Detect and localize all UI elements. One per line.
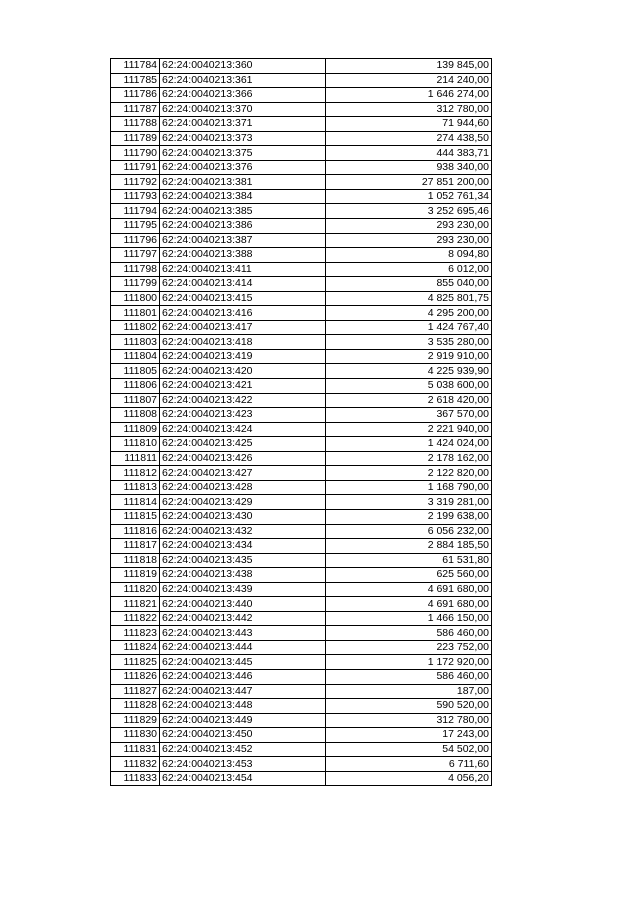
row-number-cell: 111831 — [111, 742, 160, 757]
row-number-cell: 111810 — [111, 437, 160, 452]
value-cell: 312 780,00 — [326, 713, 492, 728]
table-row — [111, 408, 492, 423]
row-number-cell: 111788 — [111, 117, 160, 132]
cadastral-number-cell: 62:24:0040213:414 — [160, 277, 326, 292]
table-row — [111, 349, 492, 364]
value-cell: 2 199 638,00 — [326, 509, 492, 524]
value-cell: 4 295 200,00 — [326, 306, 492, 321]
table-row — [111, 509, 492, 524]
table-row — [111, 480, 492, 495]
row-number-cell: 111801 — [111, 306, 160, 321]
value-cell: 27 851 200,00 — [326, 175, 492, 190]
value-cell: 274 438,50 — [326, 131, 492, 146]
row-number-cell: 111822 — [111, 611, 160, 626]
cadastral-number-cell: 62:24:0040213:449 — [160, 713, 326, 728]
table-row — [111, 248, 492, 263]
value-cell: 4 691 680,00 — [326, 582, 492, 597]
cadastral-number-cell: 62:24:0040213:423 — [160, 408, 326, 423]
value-cell: 223 752,00 — [326, 640, 492, 655]
value-cell: 139 845,00 — [326, 59, 492, 74]
row-number-cell: 111795 — [111, 219, 160, 234]
value-cell: 1 466 150,00 — [326, 611, 492, 626]
row-number-cell: 111811 — [111, 451, 160, 466]
cadastral-number-cell: 62:24:0040213:429 — [160, 495, 326, 510]
table-row — [111, 611, 492, 626]
value-cell: 1 424 024,00 — [326, 437, 492, 452]
table-row — [111, 189, 492, 204]
cadastral-number-cell: 62:24:0040213:370 — [160, 102, 326, 117]
value-cell: 3 252 695,46 — [326, 204, 492, 219]
value-cell: 625 560,00 — [326, 568, 492, 583]
row-number-cell: 111828 — [111, 699, 160, 714]
cadastral-number-cell: 62:24:0040213:430 — [160, 509, 326, 524]
table-body — [111, 59, 492, 786]
value-cell: 6 012,00 — [326, 262, 492, 277]
row-number-cell: 111813 — [111, 480, 160, 495]
cadastral-number-cell: 62:24:0040213:425 — [160, 437, 326, 452]
cadastral-number-cell: 62:24:0040213:444 — [160, 640, 326, 655]
cadastral-number-cell: 62:24:0040213:385 — [160, 204, 326, 219]
row-number-cell: 111820 — [111, 582, 160, 597]
row-number-cell: 111807 — [111, 393, 160, 408]
value-cell: 5 038 600,00 — [326, 379, 492, 394]
cadastral-number-cell: 62:24:0040213:361 — [160, 73, 326, 88]
table-row — [111, 742, 492, 757]
table-row — [111, 146, 492, 161]
value-cell: 590 520,00 — [326, 699, 492, 714]
cadastral-number-cell: 62:24:0040213:427 — [160, 466, 326, 481]
row-number-cell: 111794 — [111, 204, 160, 219]
value-cell: 293 230,00 — [326, 219, 492, 234]
table-row — [111, 117, 492, 132]
table-row — [111, 422, 492, 437]
cadastral-number-cell: 62:24:0040213:434 — [160, 539, 326, 554]
row-number-cell: 111832 — [111, 757, 160, 772]
cadastral-number-cell: 62:24:0040213:376 — [160, 160, 326, 175]
row-number-cell: 111808 — [111, 408, 160, 423]
row-number-cell: 111784 — [111, 59, 160, 74]
cadastral-number-cell: 62:24:0040213:453 — [160, 757, 326, 772]
table-row — [111, 626, 492, 641]
row-number-cell: 111787 — [111, 102, 160, 117]
cadastral-number-cell: 62:24:0040213:418 — [160, 335, 326, 350]
value-cell: 855 040,00 — [326, 277, 492, 292]
cadastral-number-cell: 62:24:0040213:387 — [160, 233, 326, 248]
row-number-cell: 111798 — [111, 262, 160, 277]
table-row — [111, 335, 492, 350]
table-row — [111, 451, 492, 466]
value-cell: 8 094,80 — [326, 248, 492, 263]
cadastral-number-cell: 62:24:0040213:411 — [160, 262, 326, 277]
value-cell: 71 944,60 — [326, 117, 492, 132]
value-cell: 4 825 801,75 — [326, 291, 492, 306]
cadastral-number-cell: 62:24:0040213:415 — [160, 291, 326, 306]
cadastral-number-cell: 62:24:0040213:419 — [160, 349, 326, 364]
table-row — [111, 553, 492, 568]
table-row — [111, 320, 492, 335]
table-row — [111, 160, 492, 175]
row-number-cell: 111827 — [111, 684, 160, 699]
value-cell: 2 618 420,00 — [326, 393, 492, 408]
row-number-cell: 111812 — [111, 466, 160, 481]
table-row — [111, 59, 492, 74]
row-number-cell: 111833 — [111, 771, 160, 786]
cadastral-number-cell: 62:24:0040213:424 — [160, 422, 326, 437]
value-cell: 4 225 939,90 — [326, 364, 492, 379]
value-cell: 6 711,60 — [326, 757, 492, 772]
row-number-cell: 111824 — [111, 640, 160, 655]
value-cell: 367 570,00 — [326, 408, 492, 423]
cadastral-number-cell: 62:24:0040213:435 — [160, 553, 326, 568]
cadastral-number-cell: 62:24:0040213:440 — [160, 597, 326, 612]
row-number-cell: 111818 — [111, 553, 160, 568]
value-cell: 1 424 767,40 — [326, 320, 492, 335]
value-cell: 3 535 280,00 — [326, 335, 492, 350]
table-row — [111, 640, 492, 655]
table-row — [111, 233, 492, 248]
value-cell: 586 460,00 — [326, 626, 492, 641]
value-cell: 938 340,00 — [326, 160, 492, 175]
value-cell: 1 172 920,00 — [326, 655, 492, 670]
row-number-cell: 111823 — [111, 626, 160, 641]
row-number-cell: 111830 — [111, 728, 160, 743]
cadastral-number-cell: 62:24:0040213:366 — [160, 88, 326, 103]
table-row — [111, 393, 492, 408]
row-number-cell: 111797 — [111, 248, 160, 263]
cadastral-number-cell: 62:24:0040213:360 — [160, 59, 326, 74]
row-number-cell: 111793 — [111, 189, 160, 204]
cadastral-number-cell: 62:24:0040213:432 — [160, 524, 326, 539]
value-cell: 1 646 274,00 — [326, 88, 492, 103]
cadastral-number-cell: 62:24:0040213:438 — [160, 568, 326, 583]
table-row — [111, 73, 492, 88]
value-cell: 293 230,00 — [326, 233, 492, 248]
cadastral-number-cell: 62:24:0040213:421 — [160, 379, 326, 394]
table-row — [111, 713, 492, 728]
value-cell: 4 691 680,00 — [326, 597, 492, 612]
table-row — [111, 655, 492, 670]
value-cell: 54 502,00 — [326, 742, 492, 757]
row-number-cell: 111815 — [111, 509, 160, 524]
cadastral-number-cell: 62:24:0040213:452 — [160, 742, 326, 757]
cadastral-number-cell: 62:24:0040213:450 — [160, 728, 326, 743]
cadastral-number-cell: 62:24:0040213:384 — [160, 189, 326, 204]
row-number-cell: 111799 — [111, 277, 160, 292]
value-cell: 444 383,71 — [326, 146, 492, 161]
table-row — [111, 728, 492, 743]
row-number-cell: 111809 — [111, 422, 160, 437]
row-number-cell: 111816 — [111, 524, 160, 539]
value-cell: 2 919 910,00 — [326, 349, 492, 364]
value-cell: 214 240,00 — [326, 73, 492, 88]
row-number-cell: 111786 — [111, 88, 160, 103]
row-number-cell: 111790 — [111, 146, 160, 161]
row-number-cell: 111821 — [111, 597, 160, 612]
row-number-cell: 111796 — [111, 233, 160, 248]
table-row — [111, 539, 492, 554]
row-number-cell: 111829 — [111, 713, 160, 728]
table-row — [111, 131, 492, 146]
table-row — [111, 219, 492, 234]
value-cell: 2 178 162,00 — [326, 451, 492, 466]
cadastral-number-cell: 62:24:0040213:386 — [160, 219, 326, 234]
table-row — [111, 175, 492, 190]
table-row — [111, 495, 492, 510]
table-row — [111, 437, 492, 452]
value-cell: 17 243,00 — [326, 728, 492, 743]
value-cell: 2 884 185,50 — [326, 539, 492, 554]
value-cell: 1 168 790,00 — [326, 480, 492, 495]
cadastral-number-cell: 62:24:0040213:416 — [160, 306, 326, 321]
value-cell: 1 052 761,34 — [326, 189, 492, 204]
cadastral-number-cell: 62:24:0040213:371 — [160, 117, 326, 132]
row-number-cell: 111805 — [111, 364, 160, 379]
cadastral-number-cell: 62:24:0040213:375 — [160, 146, 326, 161]
row-number-cell: 111819 — [111, 568, 160, 583]
row-number-cell: 111803 — [111, 335, 160, 350]
table-row — [111, 291, 492, 306]
cadastral-number-cell: 62:24:0040213:447 — [160, 684, 326, 699]
table-row — [111, 364, 492, 379]
cadastral-number-cell: 62:24:0040213:422 — [160, 393, 326, 408]
row-number-cell: 111804 — [111, 349, 160, 364]
table-row — [111, 582, 492, 597]
table-row — [111, 568, 492, 583]
cadastral-number-cell: 62:24:0040213:454 — [160, 771, 326, 786]
value-cell: 6 056 232,00 — [326, 524, 492, 539]
cadastral-number-cell: 62:24:0040213:373 — [160, 131, 326, 146]
table-row — [111, 524, 492, 539]
cadastral-table — [110, 58, 492, 786]
table-row — [111, 669, 492, 684]
value-cell: 61 531,80 — [326, 553, 492, 568]
value-cell: 2 122 820,00 — [326, 466, 492, 481]
table-row — [111, 684, 492, 699]
row-number-cell: 111817 — [111, 539, 160, 554]
row-number-cell: 111792 — [111, 175, 160, 190]
value-cell: 3 319 281,00 — [326, 495, 492, 510]
cadastral-number-cell: 62:24:0040213:388 — [160, 248, 326, 263]
cadastral-number-cell: 62:24:0040213:446 — [160, 669, 326, 684]
table-row — [111, 277, 492, 292]
cadastral-number-cell: 62:24:0040213:417 — [160, 320, 326, 335]
row-number-cell: 111802 — [111, 320, 160, 335]
value-cell: 187,00 — [326, 684, 492, 699]
cadastral-number-cell: 62:24:0040213:439 — [160, 582, 326, 597]
value-cell: 2 221 940,00 — [326, 422, 492, 437]
table-row — [111, 88, 492, 103]
row-number-cell: 111785 — [111, 73, 160, 88]
row-number-cell: 111791 — [111, 160, 160, 175]
row-number-cell: 111800 — [111, 291, 160, 306]
row-number-cell: 111789 — [111, 131, 160, 146]
cadastral-number-cell: 62:24:0040213:381 — [160, 175, 326, 190]
value-cell: 586 460,00 — [326, 669, 492, 684]
table-row — [111, 757, 492, 772]
table-row — [111, 597, 492, 612]
table-row — [111, 204, 492, 219]
table-row — [111, 379, 492, 394]
cadastral-number-cell: 62:24:0040213:420 — [160, 364, 326, 379]
table-row — [111, 699, 492, 714]
cadastral-number-cell: 62:24:0040213:443 — [160, 626, 326, 641]
table-row — [111, 102, 492, 117]
cadastral-number-cell: 62:24:0040213:426 — [160, 451, 326, 466]
cadastral-number-cell: 62:24:0040213:442 — [160, 611, 326, 626]
cadastral-number-cell: 62:24:0040213:448 — [160, 699, 326, 714]
value-cell: 4 056,20 — [326, 771, 492, 786]
table-row — [111, 306, 492, 321]
row-number-cell: 111826 — [111, 669, 160, 684]
table-row — [111, 466, 492, 481]
cadastral-number-cell: 62:24:0040213:445 — [160, 655, 326, 670]
row-number-cell: 111825 — [111, 655, 160, 670]
row-number-cell: 111814 — [111, 495, 160, 510]
row-number-cell: 111806 — [111, 379, 160, 394]
table-row — [111, 262, 492, 277]
value-cell: 312 780,00 — [326, 102, 492, 117]
cadastral-number-cell: 62:24:0040213:428 — [160, 480, 326, 495]
table-row — [111, 771, 492, 786]
